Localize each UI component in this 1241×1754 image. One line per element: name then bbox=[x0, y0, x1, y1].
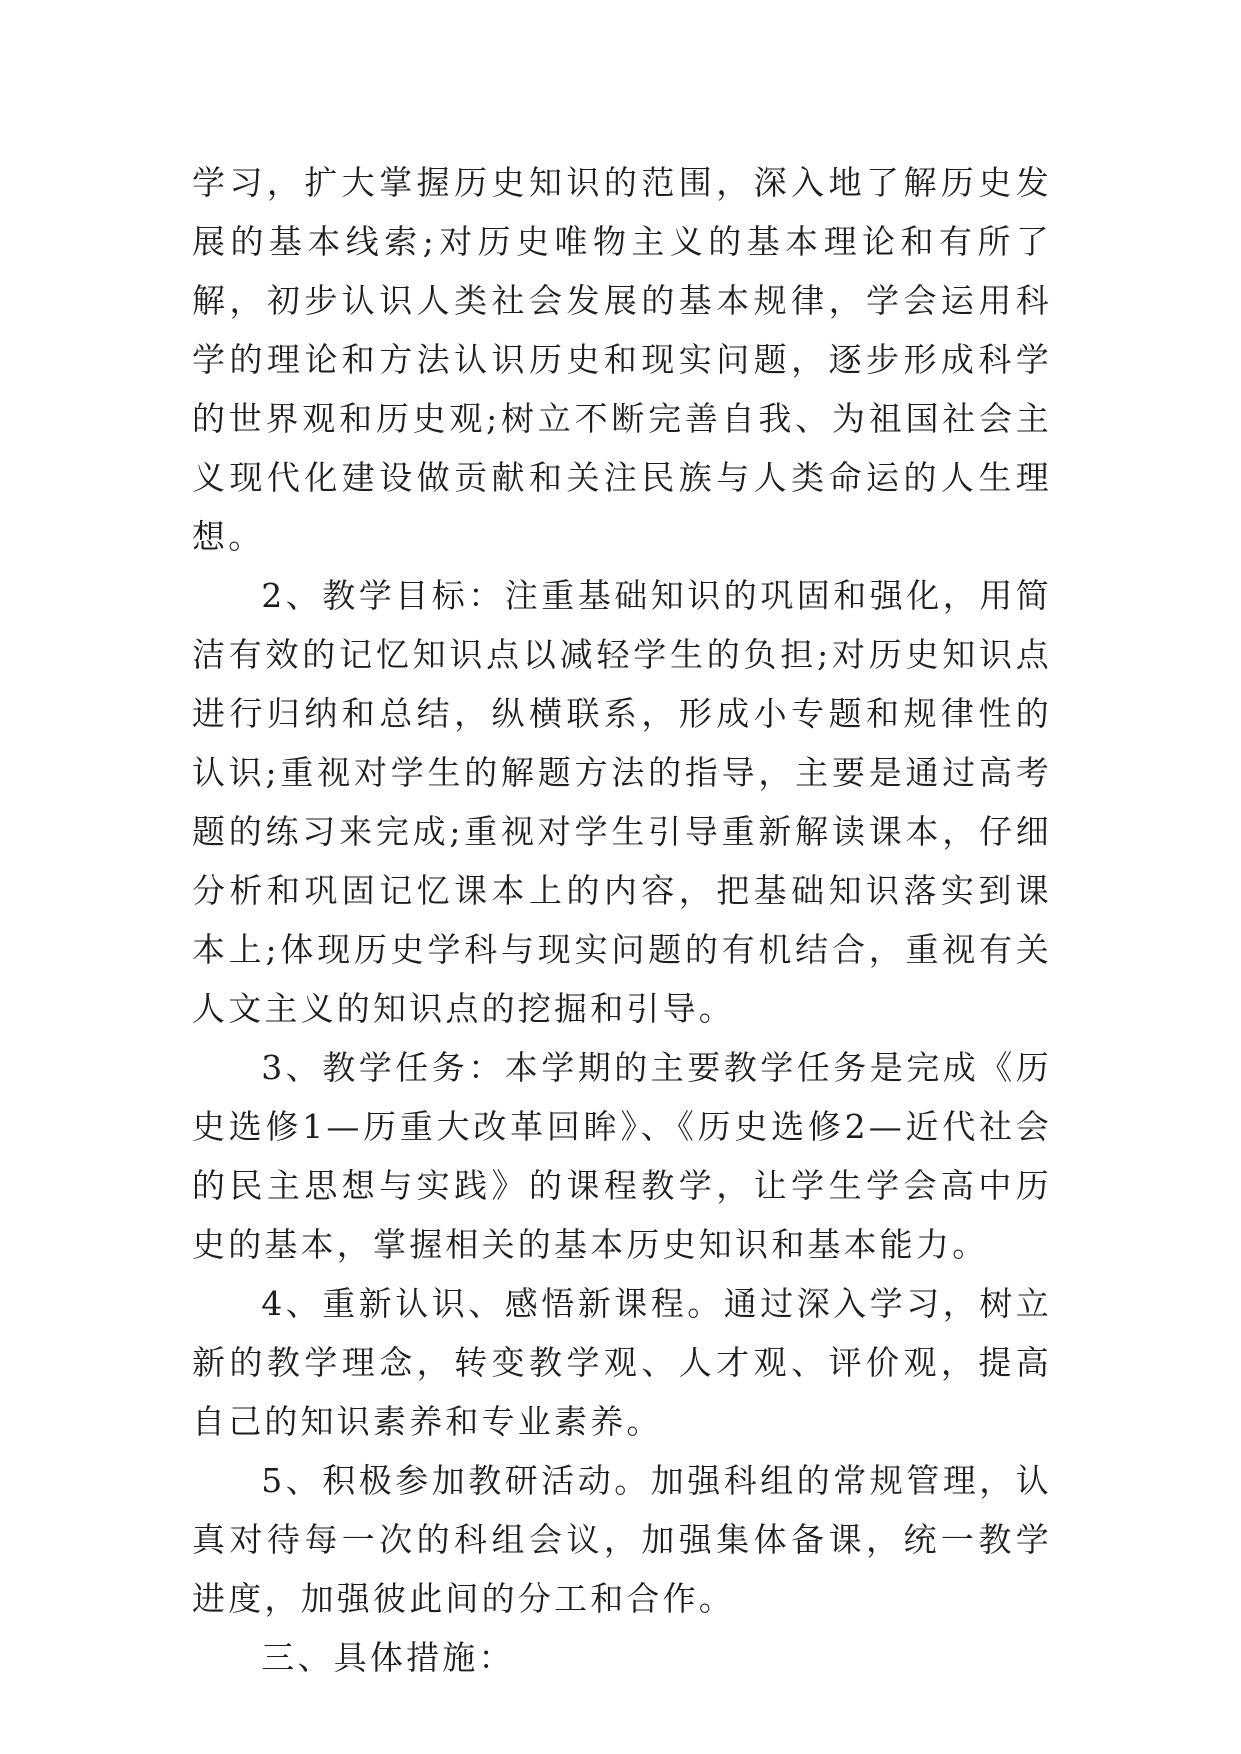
paragraph-teaching-goals: 2、教学目标：注重基础知识的巩固和强化，用简洁有效的记忆知识点以减轻学生的负担;对历史知识点进行归纳和总结，纵横联系，形成小专题和规律性的认识;重视对学生的解题方法的指导，主要是通过高考题的练习来完成;重视对学生引导重新解读课本，仔细分析和巩固记忆课本上的内容，把基础知识落实到课本上;体现历史学科与现实问题的有机结合，重视有关人文主义的知识点的挖掘和引导。 bbox=[192, 576, 1052, 1028]
paragraph-new-curriculum: 4、重新认识、感悟新课程。通过深入学习，树立新的教学理念，转变教学观、人才观、评价观，提高自己的知识素养和专业素养。 bbox=[192, 1284, 1052, 1441]
document-body bbox=[192, 153, 1052, 1687]
paragraph-teaching-tasks: 3、教学任务：本学期的主要教学任务是完成《历史选修1—历重大改革回眸》、《历史选修2—近代社会的民主思想与实践》的课程教学，让学生学会高中历史的基本，掌握相关的基本历史知识和基本能力。 bbox=[192, 1048, 1052, 1264]
paragraph-teaching-research: 5、积极参加教研活动。加强科组的常规管理，认真对待每一次的科组会议，加强集体备课，统一教学进度，加强彼此间的分工和合作。 bbox=[192, 1461, 1052, 1618]
section-heading-measures: 三、具体措施： bbox=[261, 1638, 515, 1677]
paragraph-continuation: 学习，扩大掌握历史知识的范围，深入地了解历史发展的基本线索;对历史唯物主义的基本理论和有所了解，初步认识人类社会发展的基本规律，学会运用科学的理论和方法认识历史和现实问题，逐步形成科学的世界观和历史观;树立不断完善自我、为祖国社会主义现代化建设做贡献和关注民族与人类命运的人生理想。 bbox=[192, 163, 1052, 556]
